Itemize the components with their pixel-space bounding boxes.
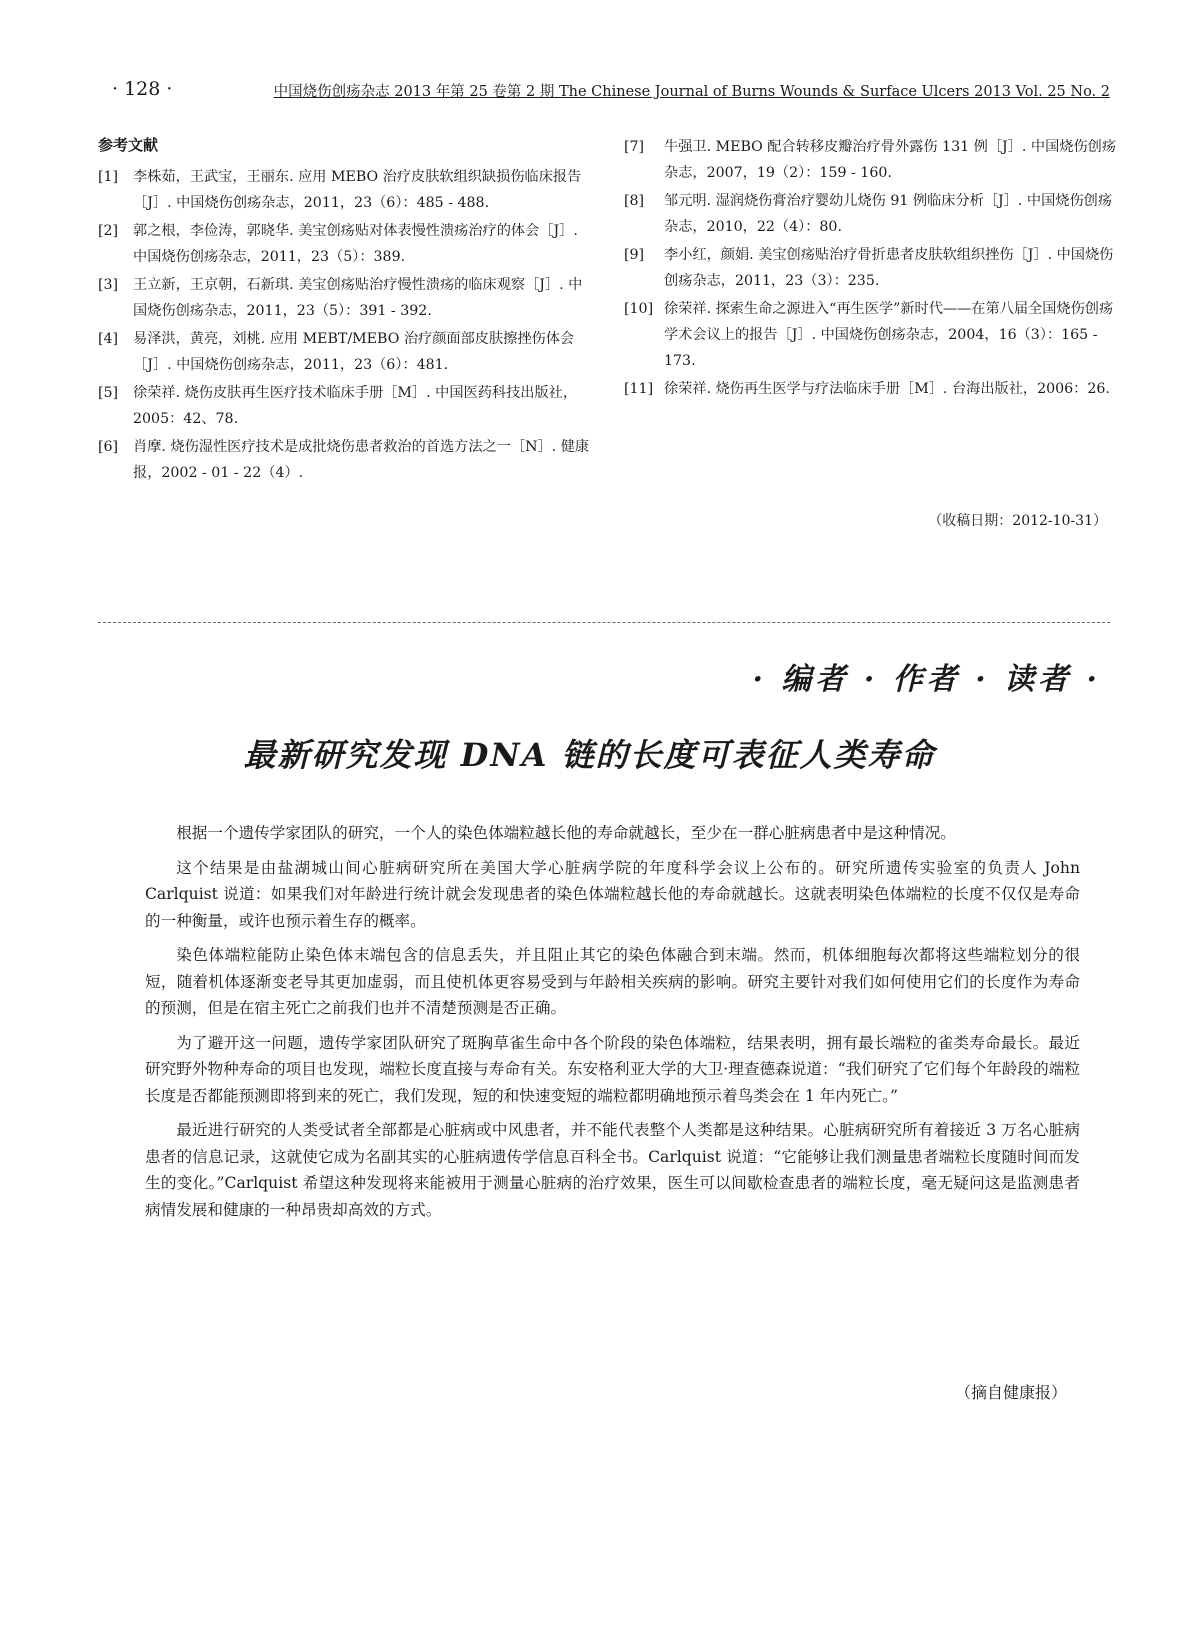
reference-item: [624, 188, 1120, 240]
reference-item: [624, 376, 1120, 402]
page-header: [112, 78, 1110, 106]
reference-text: 王立新，王京朝，石新琪. 美宝创疡贴治疗慢性溃疡的临床观察［J］. 中国烧伤创疡杂志，2011，23（5）：391 - 392.: [133, 277, 583, 319]
reference-text: 李株茹，王武宝，王丽东. 应用 MEBO 治疗皮肤软组织缺损伤临床报告［J］. 中国烧伤创疡杂志，2011，23（6）：485 - 488.: [133, 169, 582, 211]
references-left-column: [98, 164, 594, 488]
reference-text: 徐荣祥. 烧伤皮肤再生医疗技术临床手册［M］. 中国医药科技出版社，2005：42、78.: [133, 385, 578, 427]
body-paragraph: 为了避开这一问题，遗传学家团队研究了斑胸草雀生命中各个阶段的染色体端粒，结果表明，拥有最长端粒的雀类寿命最长。最近研究野外物种寿命的项目也发现，端粒长度直接与寿命有关。东安格利亚大学的大卫·理查德森说道：“我们研究了它们每个年龄段的端粒长度是否都能预测即将到来的死亡，我们发现，短的和快速变短的端粒都明确地预示着鸟类会在 1 年内死亡。”: [145, 1033, 1080, 1105]
reference-number: [11]: [624, 381, 654, 397]
running-head: 中国烧伤创疡杂志 2013 年第 25 卷第 2 期 The Chinese Journal of Burns Wounds & Surface Ulcers 2013 Vol. 25 No. 2: [273, 84, 1110, 100]
reference-item: [98, 380, 594, 432]
reference-text: 徐荣祥. 烧伤再生医学与疗法临床手册［M］. 台海出版社，2006：26.: [664, 381, 1110, 397]
body-paragraph: 这个结果是由盐湖城山间心脏病研究所在美国大学心脏病学院的年度科学会议上公布的。研究所遗传实验室的负责人 John Carlquist 说道：如果我们对年龄进行统计就会发现患者的染色体端粒越长他的寿命就越长。这就表明染色体端粒的长度不仅仅是寿命的一种衡量，或许也预示着生存的概率。: [145, 858, 1080, 930]
reference-text: 李小红，颜娟. 美宝创疡贴治疗骨折患者皮肤软组织挫伤［J］. 中国烧伤创疡杂志，2011，23（3）：235.: [664, 247, 1114, 289]
article-body: [145, 820, 1080, 1231]
reference-item: [98, 326, 594, 378]
reference-text: 郭之根，李俭涛，郭晓华. 美宝创疡贴对体表慢性溃疡治疗的体会［J］. 中国烧伤创疡杂志，2011，23（5）：389.: [133, 223, 578, 265]
reference-item: [624, 242, 1120, 294]
reference-item: [98, 218, 594, 270]
reference-number: [8]: [624, 193, 645, 209]
reference-item: [98, 434, 594, 486]
body-paragraph: 最近进行研究的人类受试者全部都是心脏病或中风患者，并不能代表整个人类都是这种结果。心脏病研究所有着接近 3 万名心脏病患者的信息记录，这就使它成为名副其实的心脏病遗传学信息百科全书。Carlquist 说道：“它能够让我们测量患者端粒长度随时间而发生的变化。”Carlquist 希望这种发现将来能被用于测量心脏病的治疗效果，医生可以间歇检查患者的端粒长度，毫无疑问这是监测患者病情发展和健康的一种昂贵却高效的方式。: [145, 1121, 1080, 1219]
reference-text: 邹元明. 湿润烧伤膏治疗婴幼儿烧伤 91 例临床分析［J］. 中国烧伤创疡杂志，2010，22（4）：80.: [664, 193, 1113, 235]
section-title: · 编者 · 作者 · 读者 ·: [752, 662, 1101, 697]
body-paragraph: 染色体端粒能防止染色体末端包含的信息丢失，并且阻止其它的染色体融合到末端。然而，机体细胞每次都将这些端粒划分的很短，随着机体逐渐变老导其更加虚弱，而且使机体更容易受到与年龄相关疾病的影响。研究主要针对我们如何使用它们的长度作为寿命的预测，但是在宿主死亡之前我们也并不清楚预测是否正确。: [145, 946, 1080, 1017]
received-date: （收稿日期：2012-10-31）: [928, 513, 1107, 529]
reference-number: [7]: [624, 139, 645, 155]
references-right-column: [624, 134, 1120, 404]
reference-number: [9]: [624, 247, 645, 263]
article-title: 最新研究发现 DNA 链的长度可表征人类寿命: [243, 736, 936, 774]
reference-text: 牛强卫. MEBO 配合转移皮瓣治疗骨外露伤 131 例［J］. 中国烧伤创疡杂志，2007，19（2）：159 - 160.: [664, 139, 1117, 181]
reference-item: [98, 164, 594, 216]
article-source: （摘自健康报）: [954, 1383, 1067, 1402]
reference-text: 徐荣祥. 探索生命之源进入“再生医学”新时代——在第八届全国烧伤创疡学术会议上的报告［J］. 中国烧伤创疡杂志，2004，16（3）：165 - 173.: [664, 301, 1114, 369]
reference-item: [98, 272, 594, 324]
reference-number: [2]: [98, 223, 119, 239]
reference-number: [10]: [624, 301, 654, 317]
reference-item: [624, 134, 1120, 186]
references-title: 参考文献: [98, 136, 159, 154]
body-paragraph: 根据一个遗传学家团队的研究，一个人的染色体端粒越长他的寿命就越长，至少在一群心脏病患者中是这种情况。: [176, 824, 956, 842]
reference-number: [4]: [98, 331, 119, 347]
page-number: · 128 ·: [112, 78, 173, 100]
reference-number: [1]: [98, 169, 119, 185]
reference-number: [6]: [98, 439, 119, 455]
reference-item: [624, 296, 1120, 374]
section-divider: [98, 622, 1110, 623]
reference-text: 肖摩. 烧伤湿性医疗技术是成批烧伤患者救治的首选方法之一［N］. 健康报，2002 - 01 - 22（4）.: [133, 439, 590, 481]
reference-number: [3]: [98, 277, 119, 293]
reference-text: 易泽洪，黄亮，刘桃. 应用 MEBT/MEBO 治疗颜面部皮肤擦挫伤体会［J］. 中国烧伤创疡杂志，2011，23（6）：481.: [133, 331, 575, 373]
reference-number: [5]: [98, 385, 119, 401]
